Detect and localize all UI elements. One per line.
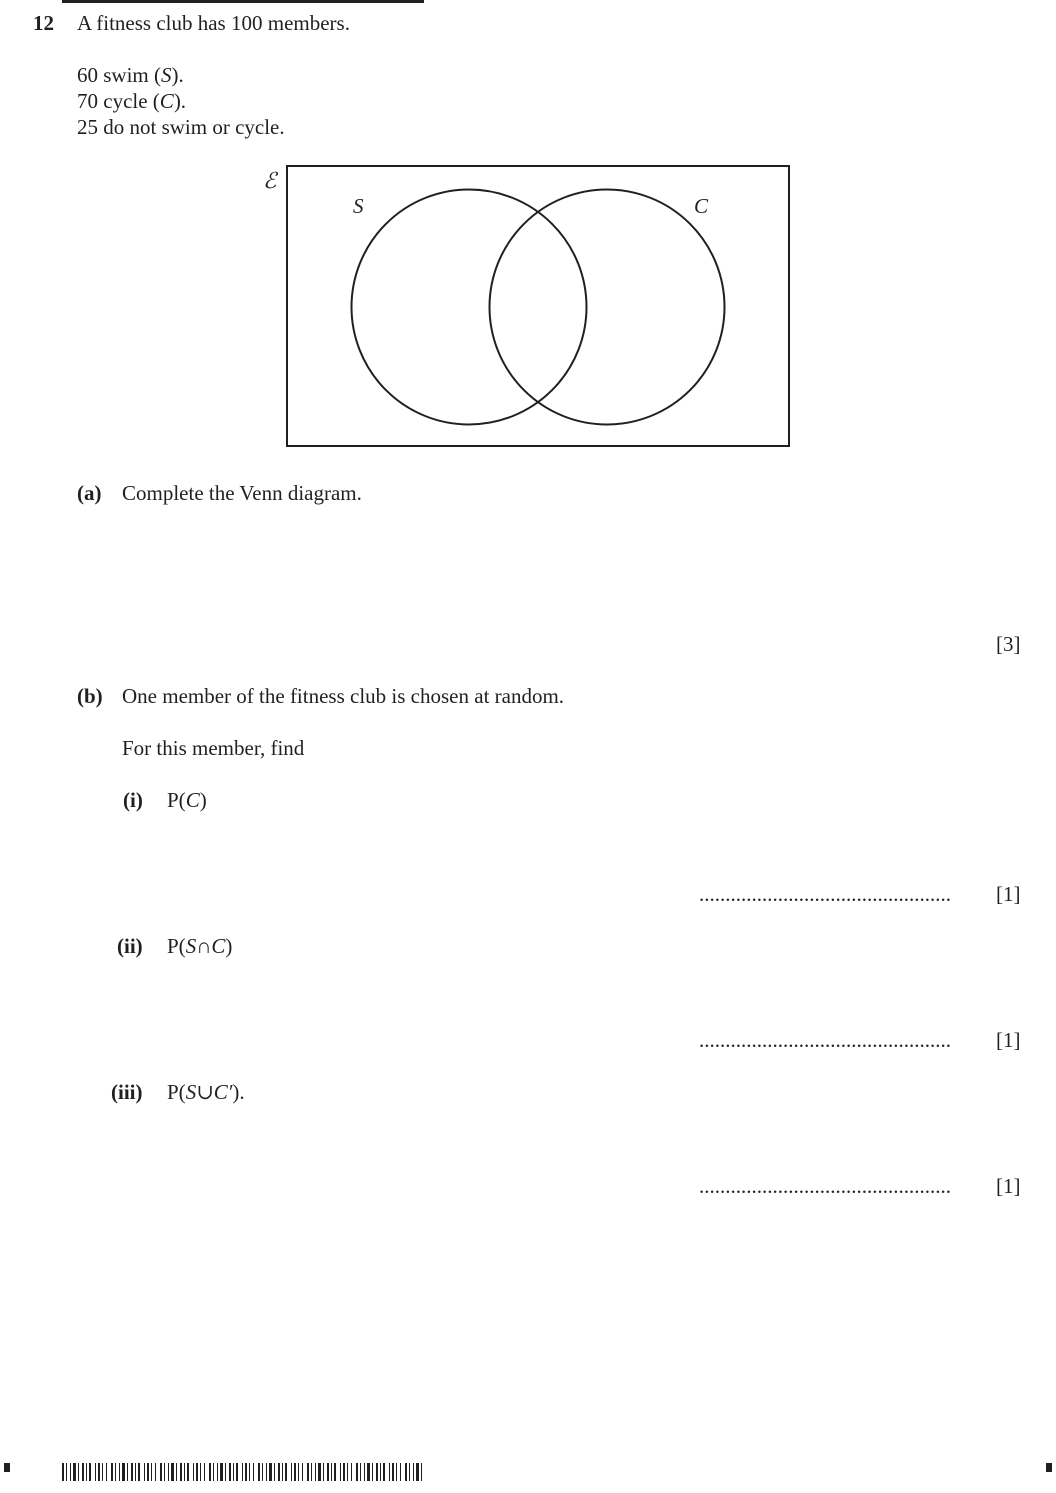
barcode-bar: [225, 1463, 226, 1481]
barcode-bar: [315, 1463, 316, 1481]
barcode-bar: [111, 1463, 113, 1481]
barcode-bar: [193, 1463, 194, 1481]
barcode-bar: [266, 1463, 267, 1481]
part-a-label: (a): [77, 481, 102, 505]
expr-prefix: P(: [167, 788, 186, 812]
barcode-bar: [327, 1463, 329, 1481]
barcode-bar: [343, 1463, 345, 1481]
part-b-iii-marks: [1]: [996, 1174, 1021, 1198]
barcode-bar: [262, 1463, 263, 1481]
barcode-bar: [138, 1463, 140, 1481]
barcode-bar: [95, 1463, 96, 1481]
fact-swim: [77, 65, 184, 86]
barcode-bar: [400, 1463, 401, 1481]
universal-set-symbol: ℰ: [263, 168, 277, 193]
barcode-bar: [340, 1463, 341, 1481]
barcode-bar: [392, 1463, 394, 1481]
expr-var: C′: [213, 1080, 233, 1104]
barcode-bar: [302, 1463, 303, 1481]
barcode-bar: [164, 1463, 165, 1481]
barcode-bar: [127, 1463, 128, 1481]
barcode-bar: [144, 1463, 145, 1481]
answer-line-iii[interactable]: ................................................: [699, 1174, 951, 1198]
barcode-bar: [291, 1463, 292, 1481]
barcode-bar: [196, 1463, 198, 1481]
barcode-bar: [151, 1463, 152, 1481]
fact-swim-end: ).: [171, 63, 184, 87]
expr-var: C: [211, 934, 226, 958]
part-b-ii-label: (ii): [117, 934, 143, 958]
expr-operator: ∩: [196, 934, 212, 958]
part-a-marks: [3]: [996, 632, 1021, 656]
barcode-bar: [200, 1463, 201, 1481]
barcode-bar: [298, 1463, 299, 1481]
barcode-bar: [294, 1463, 296, 1481]
barcode-bar: [285, 1463, 287, 1481]
barcode-bar: [160, 1463, 162, 1481]
barcode-bar: [245, 1463, 247, 1481]
barcode-bar: [229, 1463, 231, 1481]
barcode-bar: [360, 1463, 361, 1481]
answer-line-ii[interactable]: ................................................: [699, 1028, 951, 1052]
fact-neither: 25 do not swim or cycle.: [77, 115, 285, 139]
barcode-bar: [209, 1463, 211, 1481]
part-b-ii-marks: [1]: [996, 1028, 1021, 1052]
barcode-bar: [269, 1463, 272, 1481]
barcode-bar: [356, 1463, 358, 1481]
barcode-bar: [86, 1463, 87, 1481]
part-b-iii-expression: [167, 1082, 245, 1103]
barcode-bar: [220, 1463, 223, 1481]
part-b-instruction: For this member, find: [122, 736, 305, 760]
fact-cycle: [77, 91, 186, 112]
barcode-bar: [187, 1463, 189, 1481]
registration-mark-right: [1046, 1463, 1052, 1472]
barcode-bar: [307, 1463, 309, 1481]
barcode-bar: [147, 1463, 149, 1481]
barcode-bar: [258, 1463, 260, 1481]
set-c-label: C: [694, 194, 709, 218]
part-b-label: (b): [77, 684, 103, 708]
barcode-bar: [249, 1463, 250, 1481]
barcode-bar: [78, 1463, 79, 1481]
barcode-bar: [413, 1463, 414, 1481]
barcode-bar: [131, 1463, 133, 1481]
barcode-bar: [334, 1463, 336, 1481]
part-b-i-marks: [1]: [996, 882, 1021, 906]
fact-swim-text: 60 swim (: [77, 63, 161, 87]
barcode-bar: [389, 1463, 390, 1481]
barcode-bar: [274, 1463, 275, 1481]
expr-prefix: P(: [167, 1080, 186, 1104]
question-number: 12: [33, 11, 54, 35]
part-b-i-expression: [167, 790, 207, 811]
barcode-bar: [66, 1463, 67, 1481]
barcode-bar: [180, 1463, 182, 1481]
barcode-bar: [409, 1463, 410, 1481]
barcode-bar: [204, 1463, 205, 1481]
barcode-bar: [282, 1463, 283, 1481]
barcode-bar: [347, 1463, 348, 1481]
part-a-text: Complete the Venn diagram.: [122, 481, 362, 505]
expr-suffix: ).: [232, 1080, 245, 1104]
barcode-bar: [233, 1463, 234, 1481]
barcode-bar: [213, 1463, 214, 1481]
barcode-bar: [176, 1463, 177, 1481]
barcode-bar: [323, 1463, 324, 1481]
barcode-bar: [82, 1463, 84, 1481]
barcode-bar: [242, 1463, 243, 1481]
barcode-bar: [367, 1463, 370, 1481]
barcode-bar: [421, 1463, 422, 1481]
top-barcode-fragment: [62, 0, 424, 4]
barcode-bar: [184, 1463, 185, 1481]
expr-suffix: ): [225, 934, 233, 958]
set-s-label: S: [353, 194, 364, 218]
bottom-barcode: [62, 1463, 424, 1481]
fact-swim-set: S: [161, 63, 172, 87]
expr-operator: ∪: [196, 1080, 214, 1104]
barcode-bar: [331, 1463, 332, 1481]
venn-diagram: [260, 162, 795, 452]
barcode-bar: [351, 1463, 352, 1481]
expr-suffix: ): [199, 788, 207, 812]
barcode-bar: [115, 1463, 116, 1481]
barcode-bar: [318, 1463, 321, 1481]
barcode-bar: [119, 1463, 120, 1481]
barcode-bar: [372, 1463, 373, 1481]
expr-var: C: [185, 788, 200, 812]
barcode-bar: [171, 1463, 174, 1481]
set-s-circle: [352, 190, 587, 425]
barcode-bar: [122, 1463, 125, 1481]
barcode-bar: [135, 1463, 136, 1481]
set-c-circle: [490, 190, 725, 425]
barcode-bar: [98, 1463, 100, 1481]
fact-cycle-text: 70 cycle (: [77, 89, 160, 113]
barcode-bar: [253, 1463, 254, 1481]
registration-mark-left: [4, 1463, 10, 1472]
barcode-bar: [106, 1463, 107, 1481]
barcode-bar: [217, 1463, 218, 1481]
barcode-bar: [155, 1463, 156, 1481]
barcode-bar: [416, 1463, 419, 1481]
barcode-bar: [405, 1463, 407, 1481]
part-b-ii-expression: [167, 936, 232, 957]
barcode-bar: [236, 1463, 238, 1481]
barcode-bar: [364, 1463, 365, 1481]
barcode-bar: [311, 1463, 312, 1481]
part-b-iii-label: (iii): [111, 1080, 143, 1104]
fact-cycle-end: ).: [173, 89, 187, 113]
barcode-bar: [396, 1463, 397, 1481]
part-b-i-label: (i): [123, 788, 143, 812]
barcode-bar: [73, 1463, 76, 1481]
barcode-bar: [70, 1463, 71, 1481]
barcode-bar: [383, 1463, 385, 1481]
answer-line-i[interactable]: ................................................: [699, 882, 951, 906]
expr-var: S: [185, 1080, 197, 1104]
barcode-bar: [89, 1463, 91, 1481]
question-stem: A fitness club has 100 members.: [77, 11, 350, 35]
expr-var: S: [185, 934, 197, 958]
part-b-text: One member of the fitness club is chosen at random.: [122, 684, 565, 708]
barcode-bar: [102, 1463, 103, 1481]
barcode-bar: [62, 1463, 64, 1481]
barcode-bar: [376, 1463, 378, 1481]
barcode-bar: [278, 1463, 280, 1481]
barcode-bar: [168, 1463, 169, 1481]
fact-cycle-set: C: [159, 89, 174, 113]
expr-prefix: P(: [167, 934, 186, 958]
barcode-bar: [380, 1463, 381, 1481]
